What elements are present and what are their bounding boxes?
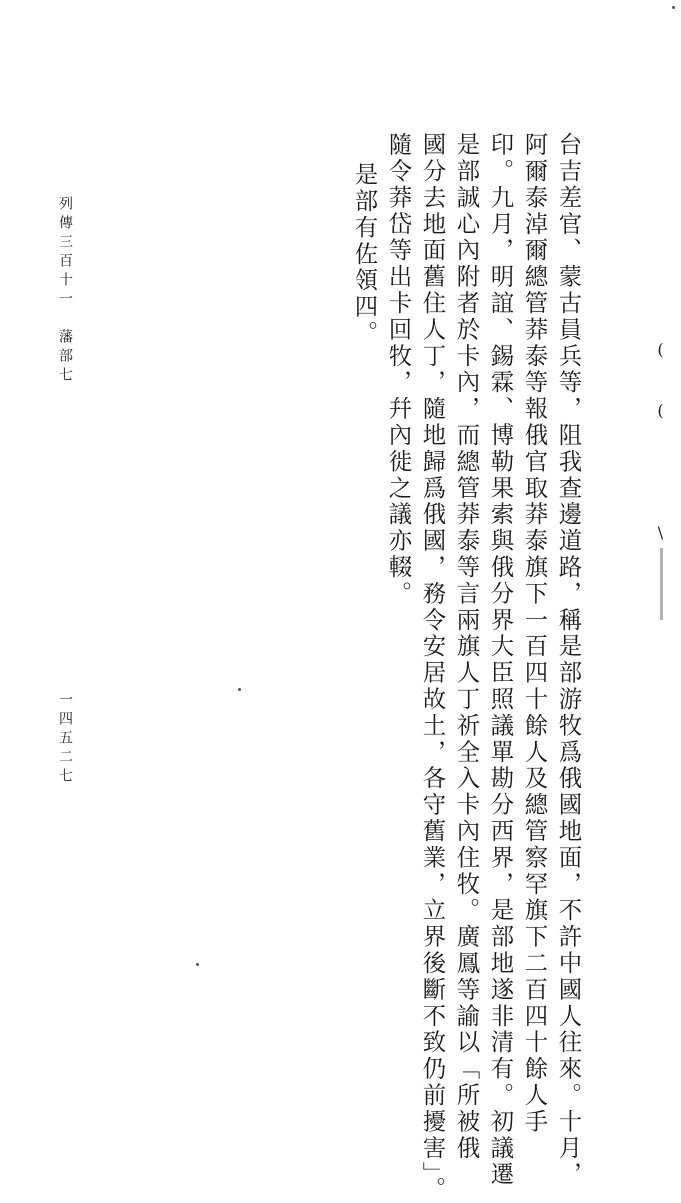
- text-column-3: 印。九月，明誼、錫霖、博勒果索與俄分界大臣照議單勘分西界，是部地遂非清有。初議遷: [486, 132, 515, 1188]
- text-column-5: 國分去地面舊住人丁，隨地歸爲俄國，務令安居故土，各守舊業，立界後斷不致仍前擾害」。: [418, 132, 447, 1203]
- scan-edge-mark: [660, 548, 663, 620]
- scan-speck: [672, 6, 675, 9]
- scan-speck: [196, 963, 199, 966]
- page-number: 一四五二七: [57, 692, 73, 787]
- running-title: 列傳三百十一 藩部七: [57, 196, 73, 386]
- text-column-2: 阿爾泰淖爾總管莽泰等報俄官取莽泰旗下一百四十餘人及總管察罕旗下二百四十餘人手: [520, 132, 549, 1136]
- text-column-7: 是部有佐領四。: [350, 162, 379, 347]
- text-column-4: 是部誠心內附者於卡內，而總管莽泰等言兩旗人丁祈全入卡內住牧。廣鳳等諭以「所被俄: [452, 132, 481, 1162]
- text-column-6: 隨令莽岱等出卡回牧，幷內徙之議亦輟。: [384, 132, 413, 608]
- text-column-1: 台吉差官、蒙古員兵等，阻我查邊道路，稱是部游牧爲俄國地面，不許中國人往來。十月，: [554, 132, 583, 1188]
- margin-marks: (( \: [651, 340, 670, 584]
- scan-speck: [238, 688, 241, 691]
